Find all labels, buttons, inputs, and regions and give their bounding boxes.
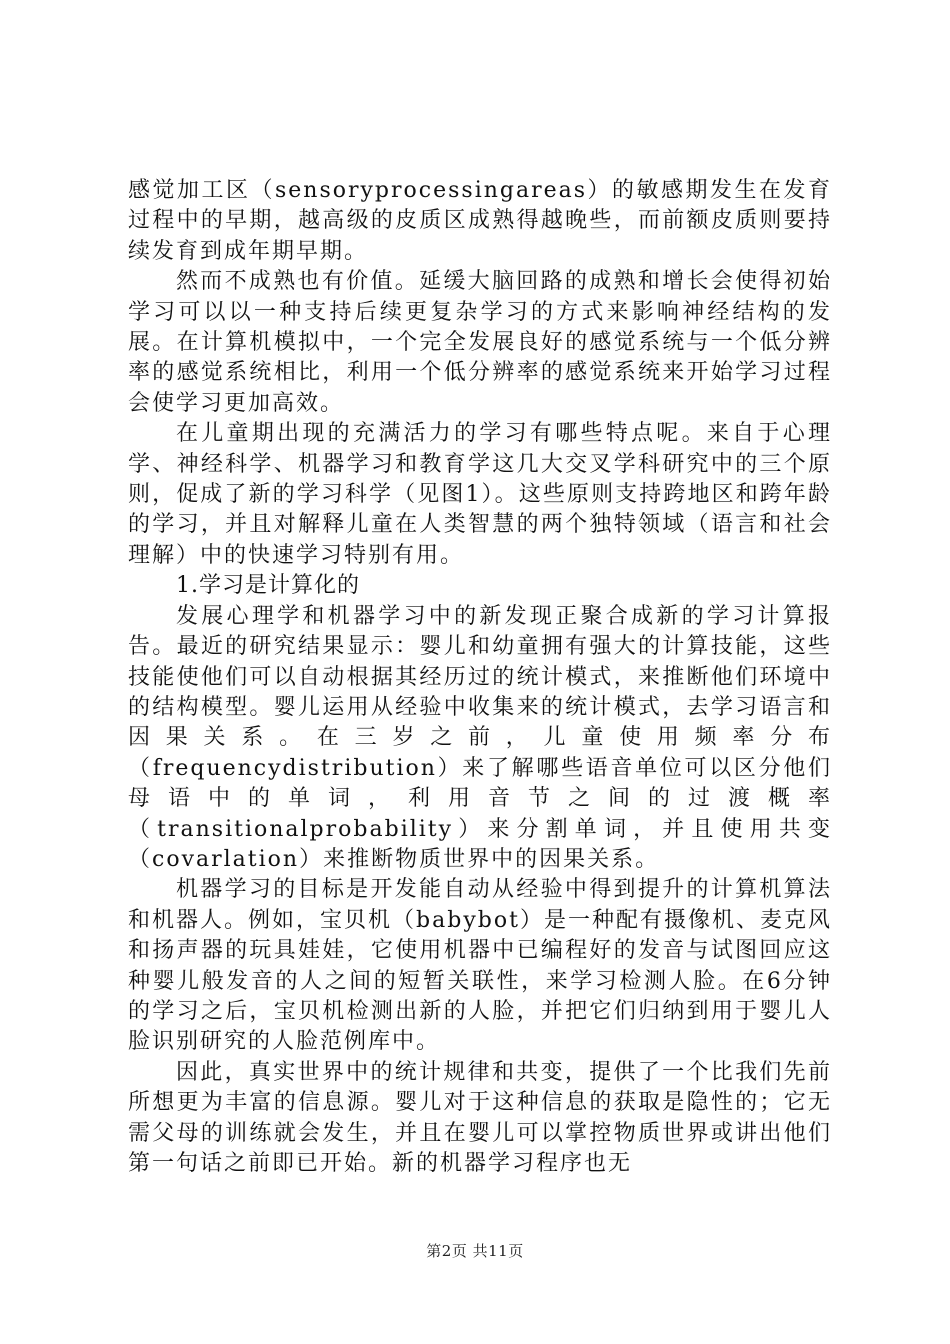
paragraph-immaturity: 然而不成熟也有价值。延缓大脑回路的成熟和增长会使得初始学习可以以一种支持后续更复杂学习的方式来影响神经结构的发展。在计算机模拟中，一个完全发展良好的感觉系统与一个低分辨率的感觉系统相比，利用一个低分辨率的感觉系统来开始学习过程会使学习更加高效。: [128, 269, 832, 416]
paragraph-computational: 发展心理学和机器学习中的新发现正聚合成新的学习计算报告。最近的研究结果显示：婴儿和幼童拥有强大的计算技能，这些技能使他们可以自动根据其经历过的统计模式，来推断他们环境中的结构模型。婴儿运用从经验中收集来的统计模式，去学习语言和因果关系。在三岁之前，儿童使用频率分布（frequencydistribution）来了解哪些语音单位可以区分他们母语中的单词，利用音节之间的过渡概率（transitionalprobability）来分割单词，并且使用共变（covarlation）来推断物质世界中的因果关系。: [128, 603, 832, 872]
paragraph-continuation: 感觉加工区（sensoryprocessingareas）的敏感期发生在发育过程中的早期，越高级的皮质区成熟得越晚些，而前额皮质则要持续发育到成年期早期。: [128, 178, 832, 264]
paragraph-principles: 在儿童期出现的充满活力的学习有哪些特点呢。来自于心理学、神经科学、机器学习和教育学这几大交叉学科研究中的三个原则，促成了新的学习科学（见图1）。这些原则支持跨地区和跨年龄的学习，并且对解释儿童在人类智慧的两个独特领域（语言和社会理解）中的快速学习特别有用。: [128, 421, 832, 568]
paragraph-statistics: 因此，真实世界中的统计规律和共变，提供了一个比我们先前所想更为丰富的信息源。婴儿对于这种信息的获取是隐性的；它无需父母的训练就会发生，并且在婴儿可以掌控物质世界或讲出他们第一句话之前即已开始。新的机器学习程序也无: [128, 1059, 832, 1176]
section-heading: 1.学习是计算化的: [176, 573, 360, 599]
document-body: [128, 176, 832, 1179]
paragraph-machine-learning: 机器学习的目标是开发能自动从经验中得到提升的计算机算法和机器人。例如，宝贝机（babybot）是一种配有摄像机、麦克风和扬声器的玩具娃娃，它使用机器中已编程好的发音与试图回应这种婴儿般发音的人之间的短暂关联性，来学习检测人脸。在6分钟的学习之后，宝贝机检测出新的人脸，并把它们归纳到用于婴儿人脸识别研究的人脸范例库中。: [128, 877, 832, 1055]
page-footer: 第2页 共11页: [426, 1242, 524, 1260]
